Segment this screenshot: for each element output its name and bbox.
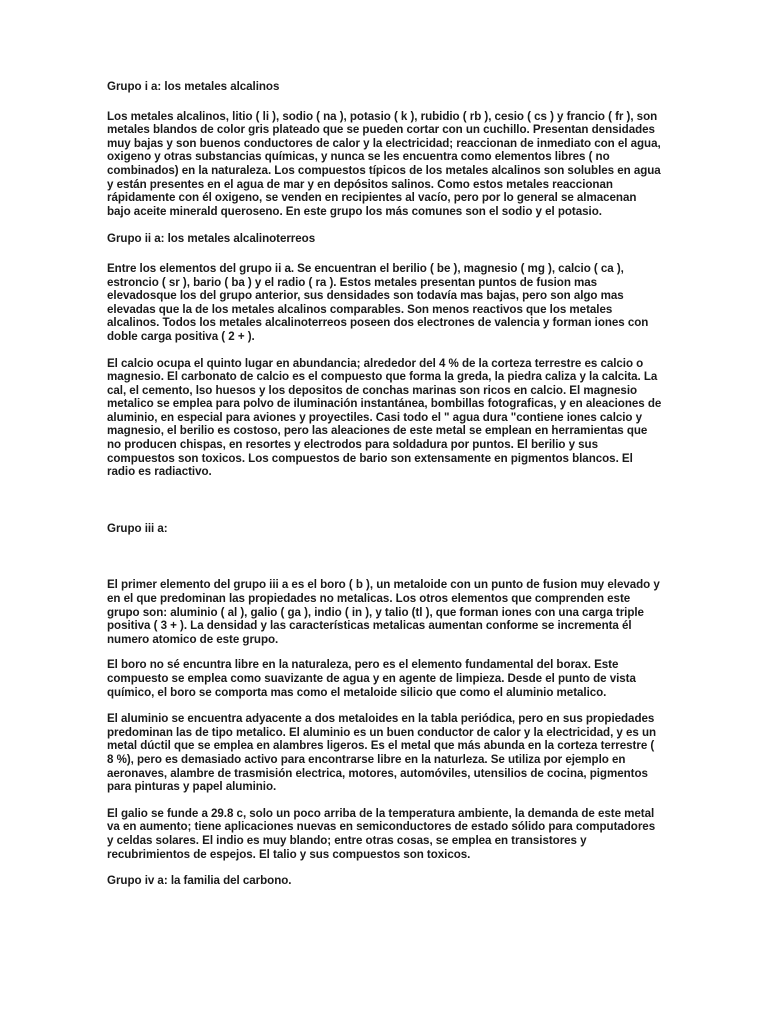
- paragraph-boro: El boro no sé encuntra libre en la naturaleza, pero es el elemento fundamental del borax. Este compuesto se emplea como suavizante de agua y en agente de limpieza. Desde el punto de vista químico, el boro se comporta mas como el metaloide silicio que como el aluminio metalico.: [107, 658, 636, 699]
- section-heading-grupo-iiia: Grupo iii a:: [107, 521, 168, 535]
- document-page: [107, 80, 663, 888]
- section-heading-grupo-iva: Grupo iv a: la familia del carbono.: [107, 874, 292, 888]
- section-heading-grupo-ia: Grupo i a: los metales alcalinos: [107, 80, 280, 93]
- paragraph-boro-grupo: El primer elemento del grupo iii a es el boro ( b ), un metaloide con un punto de fusion muy elevado y en el que predominan las propiedades no metalicas. Los otros elementos que comprenden este grupo son: aluminio ( al ), galio ( ga ), indio ( in ), y talio (tl ), que forman iones con una carga triple positiva ( 3 + ). La densidad y las características metalicas aumentan conforme se incrementa él numero atomico de este grupo.: [107, 578, 660, 646]
- section-heading-grupo-iia: Grupo ii a: los metales alcalinoterreos: [107, 232, 316, 246]
- paragraph-alcalinoterreos-intro: Entre los elementos del grupo ii a. Se encuentran el berilio ( be ), magnesio ( mg ), calcio ( ca ), estroncio ( sr ), bario ( ba ) y el radio ( ra ). Estos metales presentan puntos de fusion mas elevadosque los del grupo anterior, sus densidades son todavía mas bajas, pero son algo mas elevadas que la de los metales alcalinos comparables. Son menos reactivos que los metales alcalinos. Todos los metales alcalinoterreos poseen dos electrones de valencia y forman iones con doble carga positiva ( 2 + ).: [107, 261, 649, 343]
- paragraph-alcalinos: Los metales alcalinos, litio ( li ), sodio ( na ), potasio ( k ), rubidio ( rb ), cesio ( cs ) y francio ( fr ), son metales blandos de color gris plateado que se pueden cortar con un cuchillo. Presentan densidades muy bajas y son buenos conductores de calor y la electricidad; reaccionan de inmediato con el agua, oxigeno y otras substancias químicas, y nunca se les encuentra como elementos libres ( no combinados) en la naturaleza. Los compuestos típicos de los metales alcalinos son solubles en agua y están presentes en el agua de mar y en depósitos salinos. Como estos metales reaccionan rápidamente con él oxigeno, se venden en recipientes al vacío, pero por lo general se almacenan bajo aceite minerald queroseno. En este grupo los más comunes son el sodio y el potasio.: [107, 109, 661, 218]
- paragraph-galio: El galio se funde a 29.8 c, solo un poco arriba de la temperatura ambiente, la demanda de este metal va en aumento; tiene aplicaciones nuevas en semiconductores de estado sólido para computadores y celdas solares. El indio es muy blando; entre otras cosas, se emplea en transistores y recubrimientos de espejos. El talio y sus compuestos son toxicos.: [107, 806, 656, 861]
- paragraph-aluminio: El aluminio se encuentra adyacente a dos metaloides en la tabla periódica, pero en sus propiedades predominan las de tipo metalico. El aluminio es un buen conductor de calor y la electricidad, y es un metal dúctil que se emplea en alambres ligeros. Es el metal que más abunda en la corteza terrestre ( 8 %), pero es demasiado activo para encontrarse libre en la naturleza. Se utiliza por ejemplo en aeronaves, alambre de trasmisión electrica, motores, automóviles, utensilios de cocina, pigmentos para pinturas y papel aluminio.: [107, 712, 657, 794]
- paragraph-calcio: El calcio ocupa el quinto lugar en abundancia; alrededor del 4 % de la corteza terrestre es calcio o magnesio. El carbonato de calcio es el compuesto que forma la greda, la piedra caliza y la calcita. La cal, el cemento, lso huesos y los depositos de conchas marinas son ricos en calcio. El magnesio metalico se emplea para polvo de iluminación instantánea, bombillas fotograficas, y en aleaciones de aluminio, en especial para aviones y proyectiles. Casi todo el " agua dura "contiene iones calcio y magnesio, el berilio es costoso, pero las aleaciones de este metal se emplean en herramientas que no producen chispas, en resortes y electrodos para soldadura por puntos. El berilio y sus compuestos son toxicos. Los compuestos de bario son extensamente en pigmentos blancos. El radio es radiactivo.: [107, 356, 662, 479]
